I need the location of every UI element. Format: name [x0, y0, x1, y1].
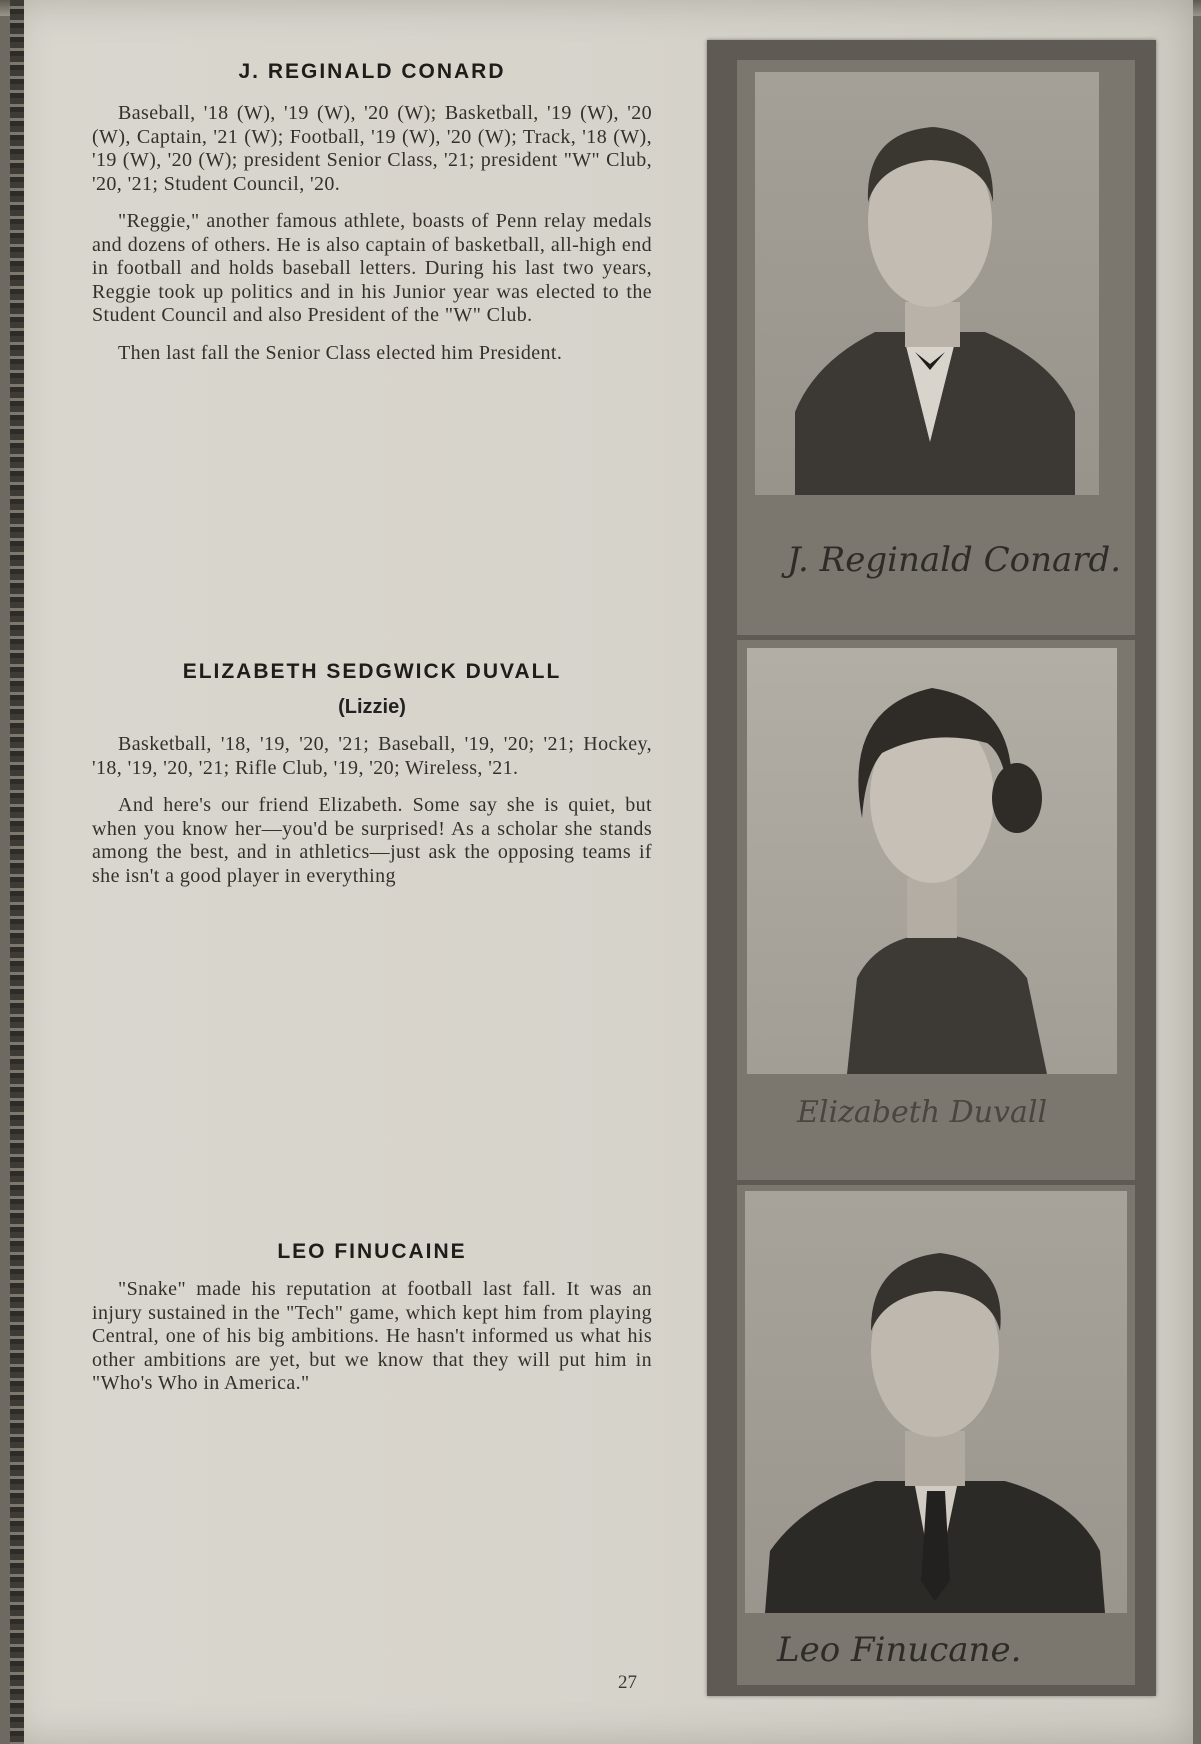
signature: J. Reginald Conard.: [787, 540, 1122, 580]
activities-paragraph: Baseball, '18 (W), '19 (W), '20 (W); Basketball, '19 (W), '20 (W), Captain, '21 (W); Football, '19 (W), '20 (W); Track, '18 (W), '19 (W), '20 (W); president Senior Class, '21; president "W" Club, '20, '21; Student Council, '20.: [92, 102, 652, 195]
signature: Elizabeth Duvall: [797, 1095, 1048, 1130]
photo-strip: [707, 40, 1156, 1696]
book-binding: [10, 0, 24, 1744]
student-entry-duvall: [92, 660, 652, 888]
bio-paragraph: And here's our friend Elizabeth. Some say she is quiet, but when you know her—you'd be surprised! As a scholar she stands among the best, and in athletics—just ask the opposing teams if she isn't a good player in everything: [92, 794, 652, 887]
bio-paragraph: Then last fall the Senior Class elected him President.: [118, 341, 563, 364]
portrait-photo-conard: [755, 72, 1099, 495]
portrait-frame: [737, 60, 1135, 635]
page-number: 27: [618, 1672, 637, 1693]
portrait-male-icon: [755, 72, 1099, 495]
portrait-frame: [737, 1185, 1135, 1685]
student-entry-finucaine: [92, 1240, 652, 1396]
student-nickname: (Lizzie): [338, 696, 406, 718]
bio-paragraph: "Reggie," another famous athlete, boasts of Penn relay medals and dozens of others. He is also captain of basketball, all-high end in football and holds baseball letters. During his last two years, Reggie took up politics and in his Junior year was elected to the Student Council and also President of the "W" Club.: [92, 210, 652, 326]
student-name: LEO FINUCAINE: [277, 1240, 467, 1263]
portrait-male-icon: [745, 1191, 1127, 1613]
student-entry-conard: [92, 60, 652, 365]
portrait-photo-duvall: [747, 648, 1117, 1074]
signature: Leo Finucane.: [777, 1630, 1022, 1670]
portrait-female-icon: [747, 648, 1117, 1074]
activities-paragraph: Basketball, '18, '19, '20, '21; Baseball, '19, '20; '21; Hockey, '18, '19, '20, '21; Rifle Club, '19, '20; Wireless, '21.: [92, 733, 652, 779]
bio-paragraph: "Snake" made his reputation at football last fall. It was an injury sustained in the "Tech" game, which kept him from playing Central, one of his big ambitions. He hasn't informed us what his other ambitions are yet, but we know that they will put him in "Who's Who in America.": [92, 1278, 652, 1394]
student-name: J. REGINALD CONARD: [238, 60, 506, 83]
student-name: ELIZABETH SEDGWICK DUVALL: [182, 660, 562, 683]
portrait-frame: [737, 640, 1135, 1180]
portrait-photo-finucaine: [745, 1191, 1127, 1613]
